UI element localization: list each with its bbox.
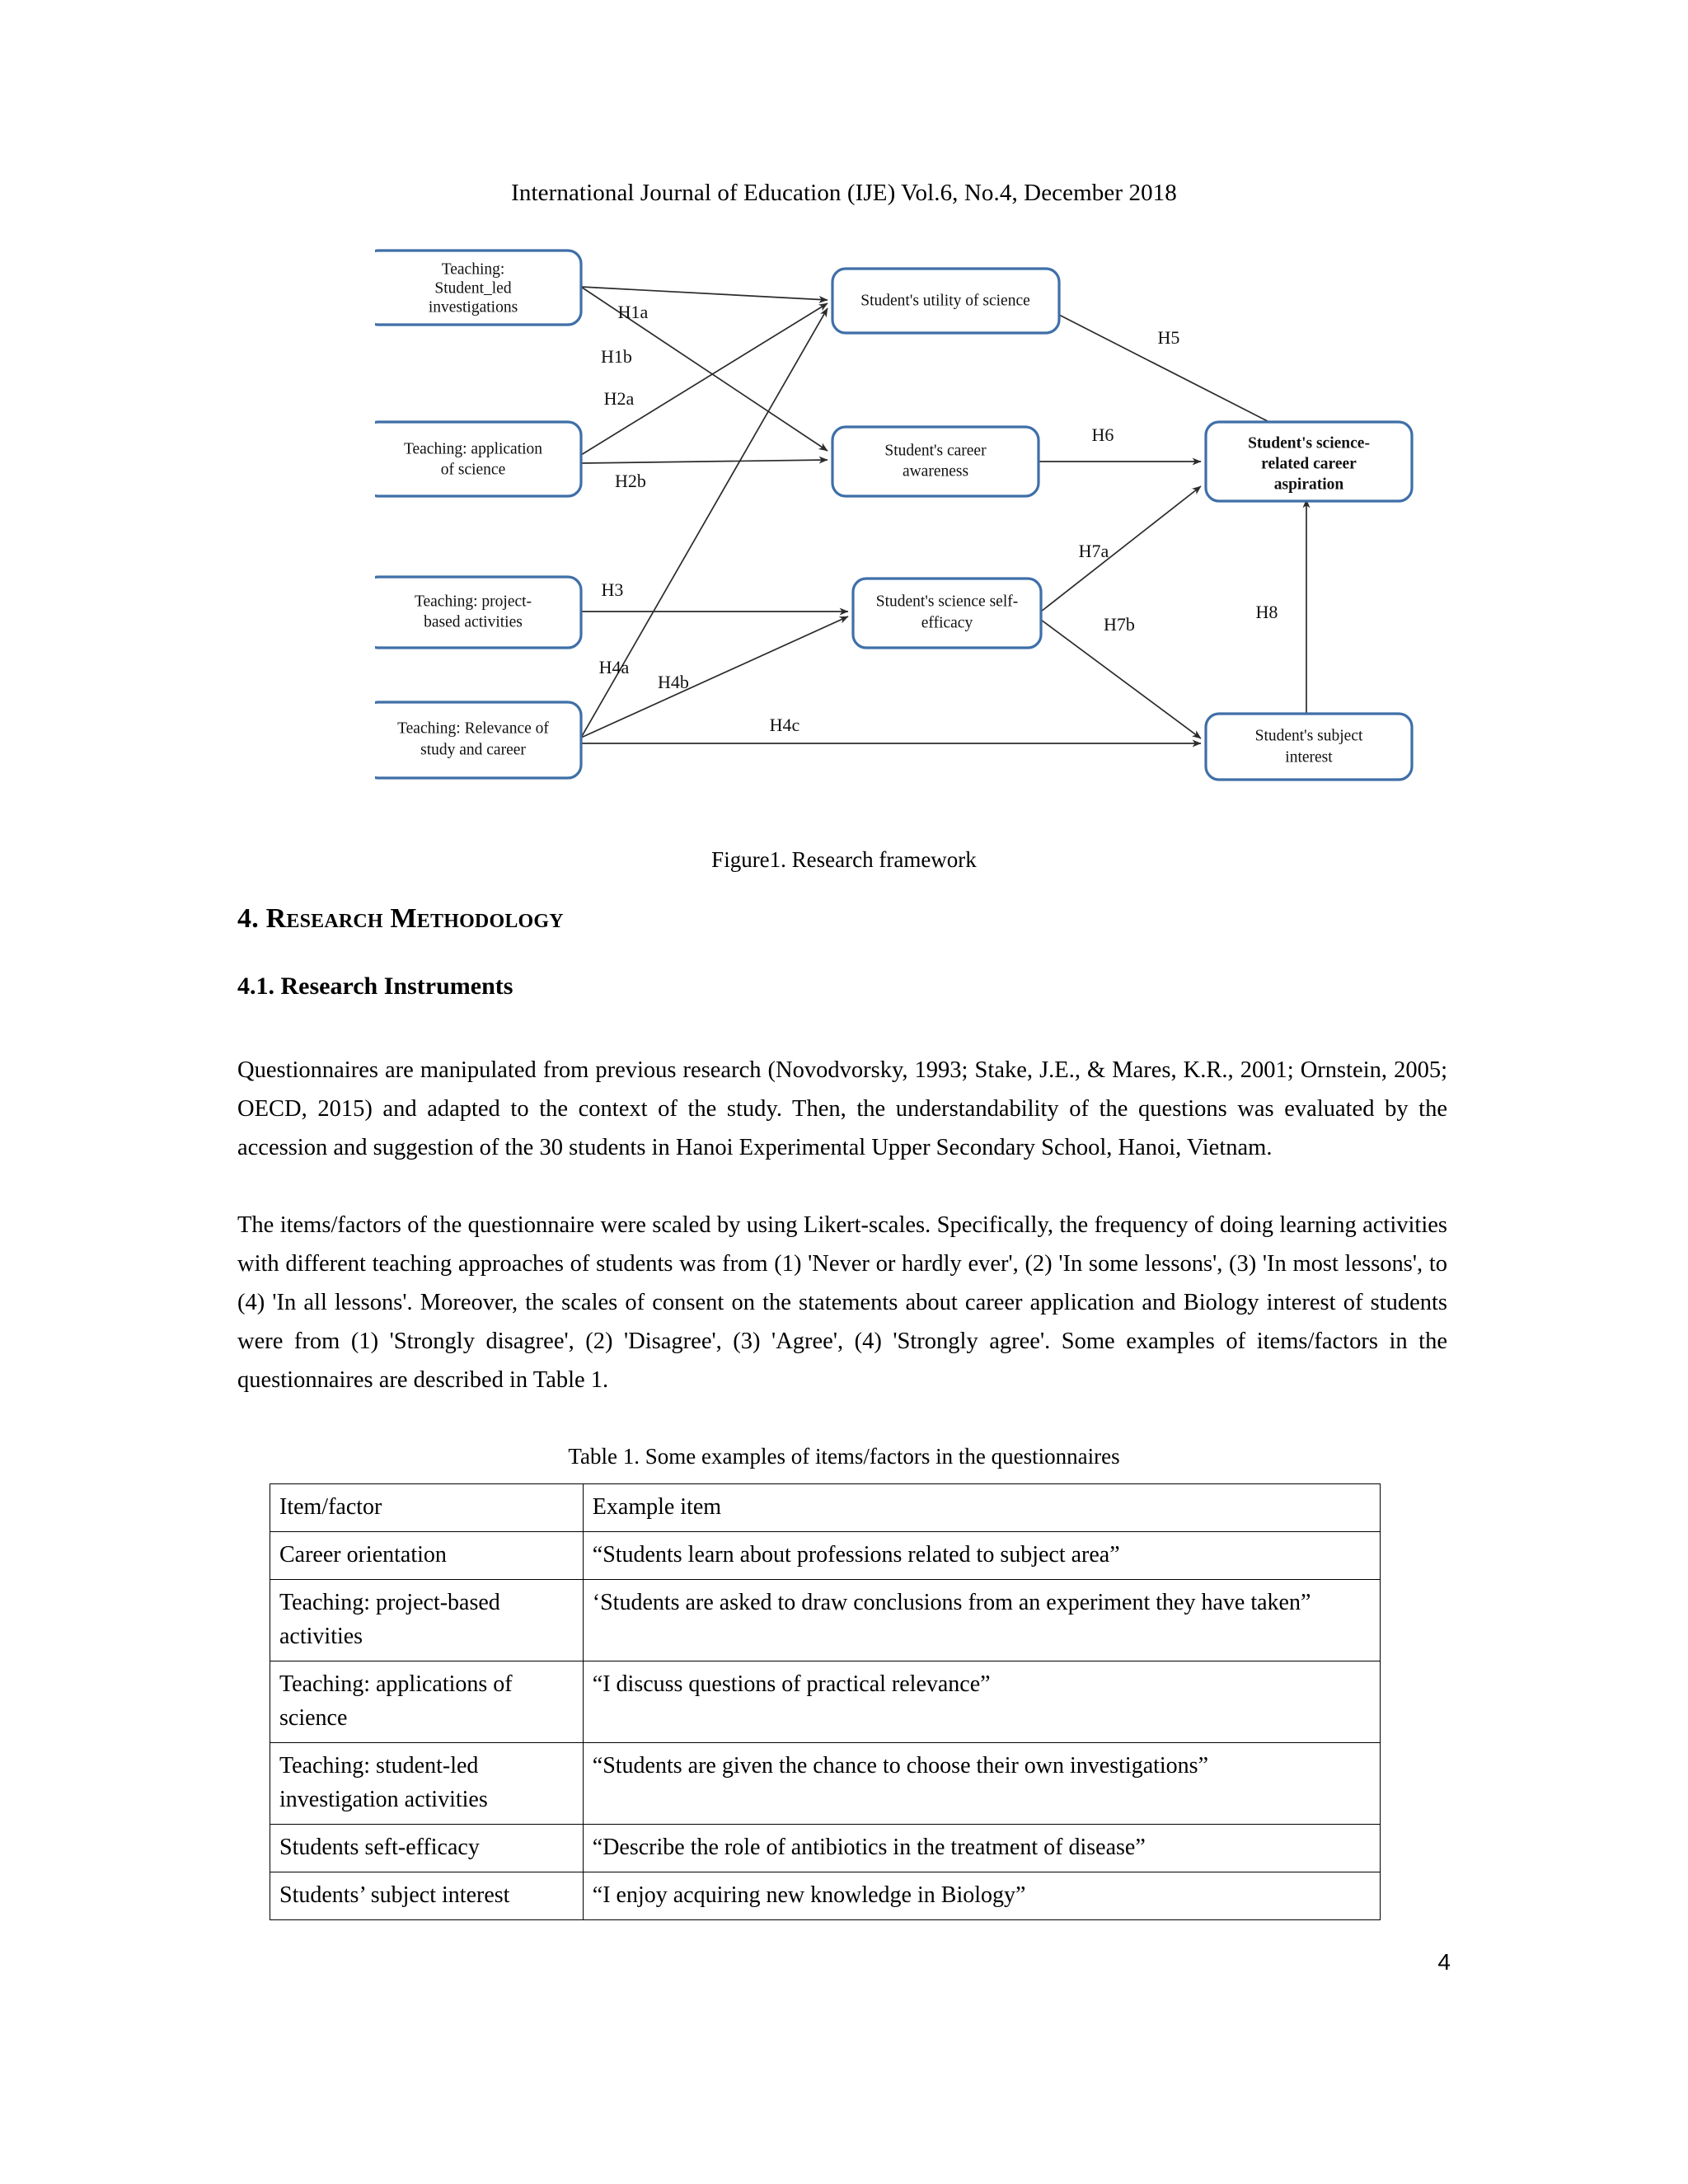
node-teaching-application-of-science[interactable] [375,422,581,496]
node-teaching-project-based-activities[interactable] [375,577,581,648]
node-students-subject-interest[interactable] [1206,714,1412,780]
table-cell-example: ‘Students are asked to draw conclusions from an experiment they have taken” [583,1580,1380,1661]
paragraph-questionnaires: Questionnaires are manipulated from previous research (Novodvorsky, 1993; Stake, J.E., & Mares, K.R., 2001; Ornstein, 2005; OECD, 2015) and adapted to the context of the study. Then, the understandability of the questions was evaluated by the accession and suggestion of the 30 students in Hanoi Experimental Upper Secondary School, Hanoi, Vietnam. [237,1057,1447,1160]
subsection-heading-research-instruments: 4.1. Research Instruments [237,972,513,1000]
table-cell-item: Students’ subject interest [270,1872,584,1920]
node-label-line: study and career [420,741,526,759]
table-row [270,1580,1381,1661]
table-cell-example: “I discuss questions of practical relevance” [583,1661,1380,1743]
table-cell-item: Students seft-efficacy [270,1825,584,1872]
table-cell-item: Teaching: applications of science [270,1661,584,1743]
edge-label-h1a: H1a [617,302,649,323]
node-label-line: of science [440,461,506,479]
edge-label-h2b: H2b [615,471,646,492]
paragraph-likert-scales: The items/factors of the questionnaire were scaled by using Likert-scales. Specifically, the frequency of doing learning activities with different teaching approaches of students was from (1) 'Never or hardly ever', (2) 'In some lessons', (3) 'In most lessons', to (4) 'In all lessons'. Moreover, the scales of consent on the statements about career application and Biology interest of students were from (1) 'Strongly disagree', (2) 'Disagree', (3) 'Agree', (4) 'Strongly agree'. Some examples of items/factors in the questionnaires are described in Table 1. [237,1212,1447,1393]
table-row [270,1825,1381,1872]
table-cell-item: Career orientation [270,1532,584,1580]
node-label-line: Student's subject [1254,727,1363,745]
table-header-example-item: Example item [583,1484,1380,1532]
section-title: Research Methodology [265,903,564,934]
node-label-line: Teaching: application [403,440,543,458]
research-framework-figure [375,239,1414,816]
edge-h7a [1041,486,1201,612]
edge-label-h6: H6 [1091,424,1114,446]
node-label-line: Teaching: project- [414,593,532,611]
edge-h5 [1059,315,1303,439]
node-students-science-related-career-aspiration[interactable] [1206,422,1412,501]
table-row [270,1661,1381,1743]
node-students-science-self-efficacy[interactable] [853,579,1041,648]
node-label-line: aspiration [1273,476,1344,494]
node-label-line: Student's science self- [875,593,1019,611]
node-teaching-student-led-investigations[interactable] [375,251,581,325]
edge-label-h4a: H4a [598,657,630,678]
page-number: 4 [1437,1949,1451,1975]
node-label-line: interest [1285,748,1333,766]
table-header-item-factor: Item/factor [270,1484,584,1532]
edge-label-h2a: H2a [603,388,635,410]
table-row [270,1872,1381,1920]
section-number: 4. [237,903,259,934]
table-row [270,1532,1381,1580]
node-label-line: investigations [428,298,518,316]
node-label-line: Student's science- [1248,434,1370,452]
edge-label-h5: H5 [1157,327,1180,349]
node-label-line: awareness [902,462,969,480]
table-caption: Table 1. Some examples of items/factors in the questionnaires [568,1444,1120,1469]
node-label-line: Student_led [434,279,512,298]
edge-label-h4b: H4b [658,672,689,693]
table-row [270,1743,1381,1825]
examples-table [270,1483,1381,1920]
node-label-line: based activities [424,613,523,631]
edge-label-h4c: H4c [769,715,800,736]
node-students-utility-of-science[interactable] [832,269,1059,333]
edge-h7b [1041,620,1201,738]
node-label-line: Teaching: Relevance of [397,719,549,738]
edge-label-h7a: H7a [1078,541,1109,562]
edge-label-h1b: H1b [601,346,632,368]
table-cell-item: Teaching: student-led investigation activities [270,1743,584,1825]
table-cell-example: “Describe the role of antibiotics in the treatment of disease” [583,1825,1380,1872]
node-label-line: Student's career [884,442,987,460]
node-label-line: Student's utility of science [860,292,1030,310]
table-header-row [270,1484,1381,1532]
table-cell-example: “I enjoy acquiring new knowledge in Biology” [583,1872,1380,1920]
section-heading-methodology [237,903,564,935]
table-cell-item: Teaching: project-based activities [270,1580,584,1661]
figure-caption: Figure1. Research framework [711,847,977,872]
node-students-career-awareness[interactable] [832,427,1039,496]
node-label-line: Teaching: [441,260,505,279]
node-label-line: related career [1261,455,1357,473]
node-label-line: efficacy [921,614,973,632]
edge-label-h7b: H7b [1104,614,1135,635]
table-cell-example: “Students learn about professions related to subject area” [583,1532,1380,1580]
edge-h1a [581,287,828,300]
running-header: International Journal of Education (IJE) Vol.6, No.4, December 2018 [511,180,1177,206]
node-teaching-relevance-of-study-and-career[interactable] [375,702,581,778]
table-cell-example: “Students are given the chance to choose their own investigations” [583,1743,1380,1825]
edge-h2a [581,303,828,455]
edge-h2b [581,460,828,463]
edge-label-h3: H3 [601,579,624,601]
edge-label-h8: H8 [1255,602,1278,623]
